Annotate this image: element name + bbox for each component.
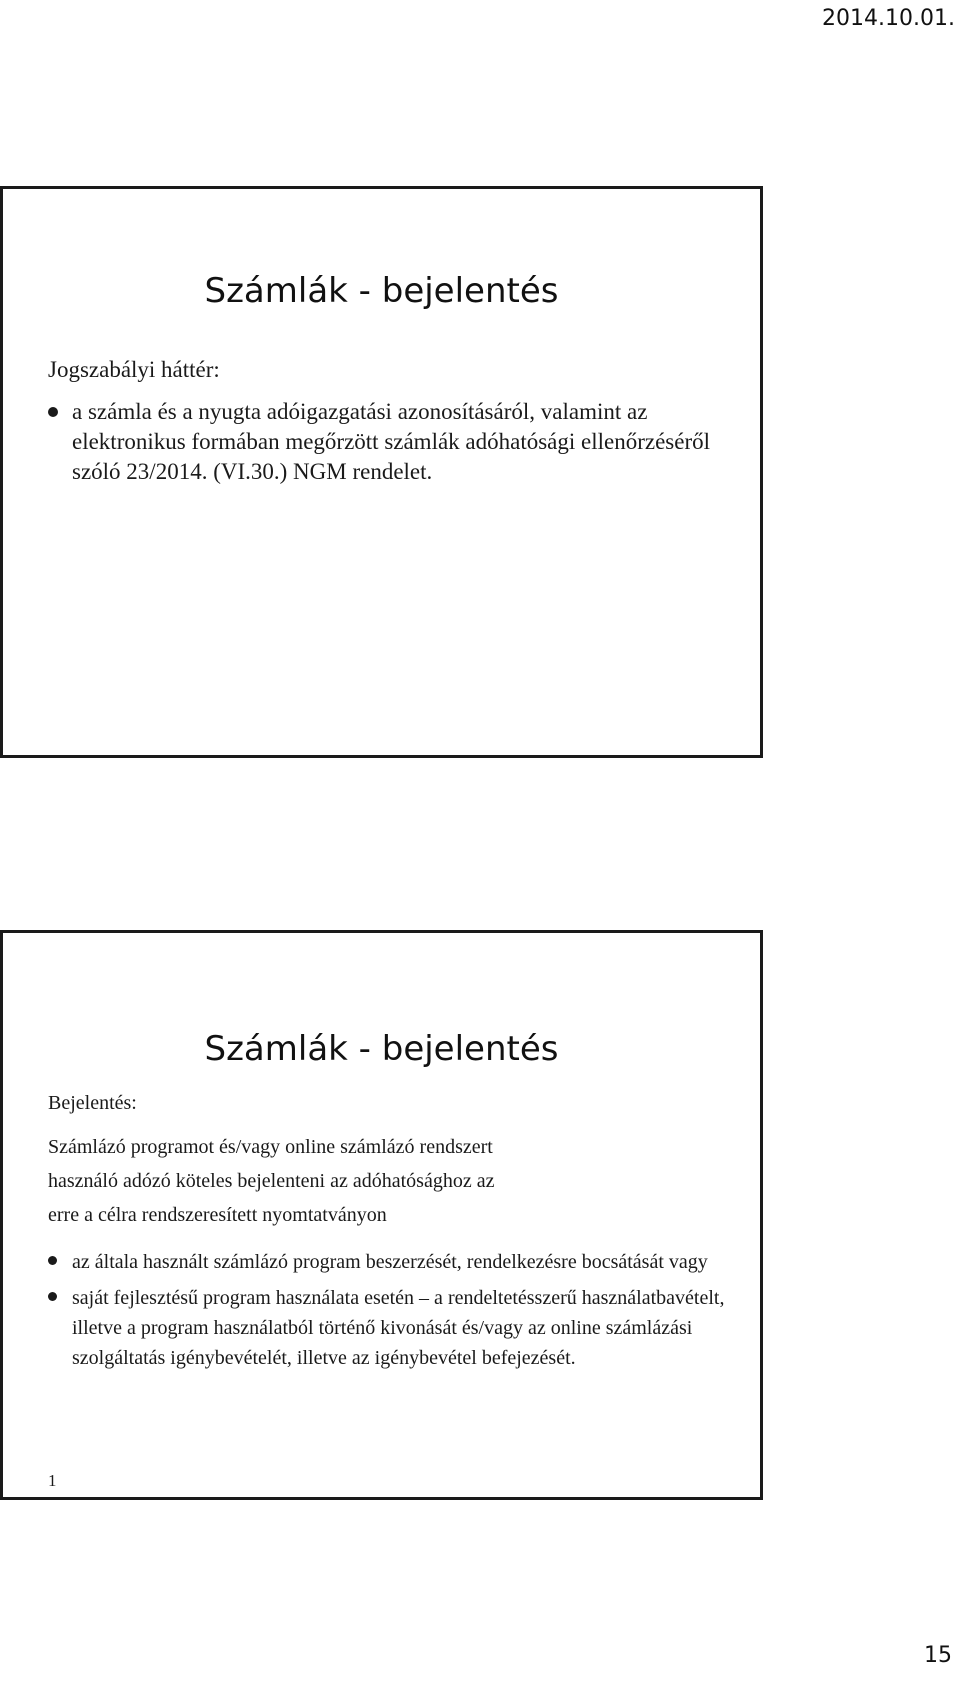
- list-item: [48, 1283, 748, 1373]
- header-date: 2014.10.01.: [822, 6, 955, 31]
- paragraph-line: erre a célra rendszeresített nyomtatványon: [48, 1204, 387, 1226]
- slide-title: Számlák - bejelentés: [204, 1029, 559, 1069]
- paragraph-line: használó adózó köteles bejelenteni az adóhatósághoz az: [48, 1170, 495, 1192]
- bullet-icon: [48, 1292, 57, 1301]
- list-item: [48, 1247, 748, 1277]
- slide-2: [0, 930, 763, 1500]
- list-item-text: a számla és a nyugta adóigazgatási azonosításáról, valamint az elektronikus formában megőrzött számlák adóhatósági ellenőrzéséről szóló 23/2014. (VI.30.) NGM rendelet.: [72, 399, 711, 484]
- slide-title: Számlák - bejelentés: [204, 271, 559, 311]
- bullet-icon: [48, 1256, 57, 1265]
- bullet-list: [48, 397, 728, 487]
- slide-number: 1: [48, 1471, 57, 1490]
- bullet-icon: [48, 407, 58, 417]
- paragraph-line: Számlázó programot és/vagy online számlázó rendszert: [48, 1136, 493, 1158]
- list-item-text: az általa használt számlázó program beszerzését, rendelkezésre bocsátását vagy: [72, 1251, 708, 1273]
- slide-1: [0, 186, 763, 758]
- list-item-text: saját fejlesztésű program használata esetén – a rendeltetésszerű használatbavételt, illetve a program használatból történő kivonását és/vagy az online számlázási szolgáltatás igénybevételét, illetve az igénybevétel befejezését.: [72, 1287, 725, 1369]
- bullet-list: [48, 1247, 748, 1379]
- page-number: 15: [924, 1643, 952, 1668]
- slide-paragraph: [48, 1130, 748, 1232]
- slide-intro: Jogszabályi háttér:: [48, 357, 220, 382]
- slide-intro: Bejelentés:: [48, 1092, 137, 1114]
- list-item: [48, 397, 728, 487]
